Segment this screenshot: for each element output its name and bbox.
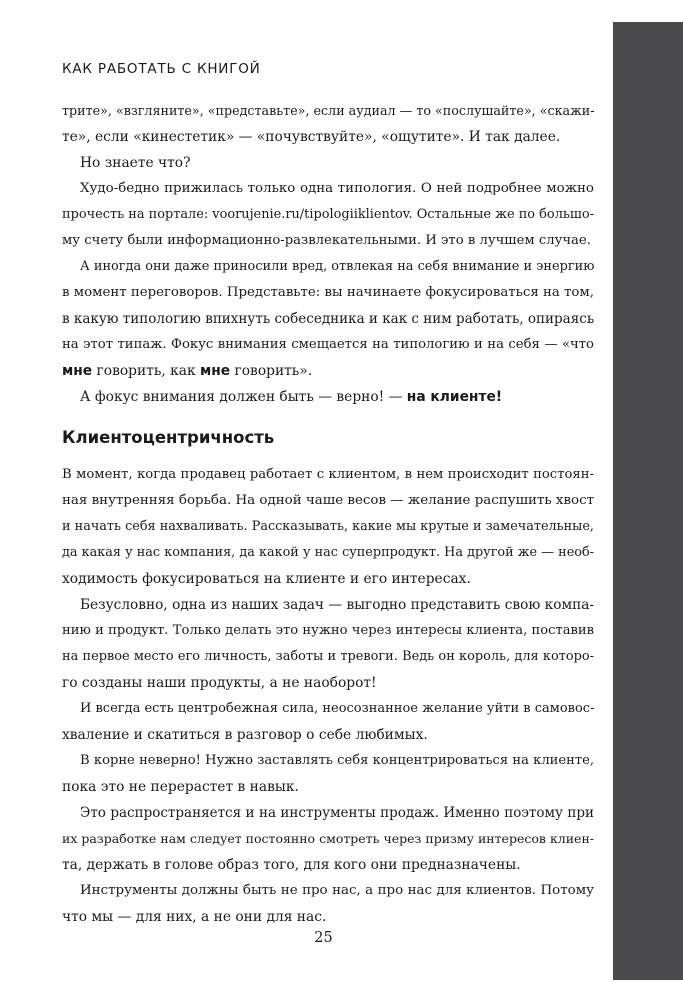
text-line: в момент переговоров. Представьте: вы начинаете фокусироваться на том, [62, 285, 594, 300]
section-intro [62, 98, 594, 410]
text-line: ходимость фокусироваться на клиенте и его интересах. [62, 571, 471, 587]
text-line [62, 384, 594, 410]
section-heading: Клиентоцентричность [62, 428, 275, 447]
page-number: 25 [314, 930, 333, 946]
text-line: те», если «кинестетик» — «почувствуйте», «ощутите». И так далее. [62, 129, 561, 145]
text-line: да какая у нас компания, да какой у нас суперпродукт. На другой же — необ- [62, 545, 594, 560]
text-line: та, держать в голове образ того, для кого они предназначены. [62, 857, 521, 873]
text-line: Инструменты должны быть не про нас, а про нас для клиентов. Потому [80, 883, 594, 898]
text-line: и начать себя нахваливать. Рассказывать, какие мы крутые и замечательные, [62, 519, 594, 534]
side-thumb-tab [613, 22, 683, 980]
text-line: Но знаете что? [80, 155, 191, 171]
text-line: в какую типологию впихнуть собеседника и как с ним работать, опираясь [62, 311, 595, 327]
text-line: прочесть на портале: voorujenie.ru/tipologiiklientov. Остальные же по большо- [62, 207, 594, 222]
text-line: Это распространяется и на инструменты продаж. Именно поэтому при [80, 805, 594, 821]
text-line: трите», «взгляните», «представьте», если аудиал — то «послушайте», «скажи- [62, 103, 595, 118]
text-line: А иногда они даже приносили вред, отвлекая на себя внимание и энергию [80, 259, 595, 274]
text-fragment: А фокус внимания должен быть — верно! — [80, 389, 407, 405]
text-line: ная внутренняя борьба. На одной чаше весов — желание распушить хвост [62, 493, 594, 508]
running-head: КАК РАБОТАТЬ С КНИГОЙ [62, 61, 261, 77]
text-line: пока это не перерастет в навык. [62, 779, 299, 795]
text-line: хваление и скатиться в разговор о себе любимых. [62, 727, 428, 743]
text-fragment: говорить, как [92, 363, 200, 379]
text-fragment: говорить». [230, 363, 313, 379]
text-line: В корне неверно! Нужно заставлять себя концентрироваться на клиенте, [80, 753, 594, 768]
bold-word: мне [62, 363, 93, 379]
text-line [62, 358, 594, 384]
text-line: И всегда есть центробежная сила, неосознанное желание уйти в самовос- [80, 701, 595, 716]
section-client-centricity [62, 462, 594, 930]
bold-phrase: на клиенте! [406, 389, 503, 405]
text-line: на первое место его личность, заботы и тревоги. Ведь он король, для которо- [62, 649, 594, 664]
text-line: му счету были информационно-развлекательными. И это в лучшем случае. [62, 233, 591, 248]
text-line: что мы — для них, а не они для нас. [62, 909, 327, 925]
text-line: на этот типаж. Фокус внимания смещается на типологию и на себя — «что [62, 337, 594, 352]
bold-word: мне [199, 363, 231, 379]
text-line: их разработке нам следует постоянно смотреть через призму интересов клиен- [62, 831, 594, 846]
text-line: В момент, когда продавец работает с клиентом, в нем происходит постоян- [62, 467, 594, 482]
text-line: го созданы наши продукты, а не наоборот! [62, 675, 377, 691]
text-line: Худо-бедно прижилась только одна типология. О ней подробнее можно [80, 181, 594, 196]
text-line: Безусловно, одна из наших задач — выгодно представить свою компа- [80, 597, 594, 613]
text-line: нию и продукт. Только делать это нужно через интересы клиента, поставив [62, 623, 594, 638]
